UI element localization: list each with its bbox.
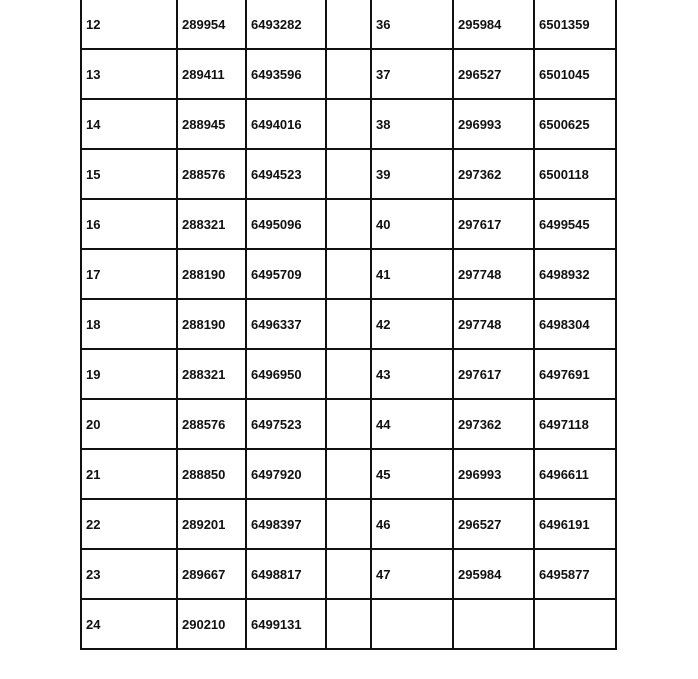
spacer-cell bbox=[326, 0, 371, 49]
table-row bbox=[81, 599, 616, 649]
point-number-cell: 14 bbox=[81, 99, 177, 149]
spacer-cell bbox=[326, 199, 371, 249]
x-coordinate-cell: 288850 bbox=[177, 449, 246, 499]
table-row bbox=[81, 299, 616, 349]
point-number-cell: 44 bbox=[371, 399, 453, 449]
x-coordinate-cell: 295984 bbox=[453, 0, 534, 49]
table-row bbox=[81, 49, 616, 99]
y-coordinate-cell: 6496950 bbox=[246, 349, 326, 399]
y-coordinate-cell: 6497691 bbox=[534, 349, 616, 399]
y-coordinate-cell: 6500625 bbox=[534, 99, 616, 149]
x-coordinate-cell: 289667 bbox=[177, 549, 246, 599]
y-coordinate-cell: 6497920 bbox=[246, 449, 326, 499]
x-coordinate-cell: 290210 bbox=[177, 599, 246, 649]
point-number-cell: 21 bbox=[81, 449, 177, 499]
table-row bbox=[81, 99, 616, 149]
table-row bbox=[81, 249, 616, 299]
table-row bbox=[81, 499, 616, 549]
point-number-cell: 13 bbox=[81, 49, 177, 99]
y-coordinate-cell: 6493282 bbox=[246, 0, 326, 49]
y-coordinate-cell: 6501045 bbox=[534, 49, 616, 99]
y-coordinate-cell bbox=[534, 599, 616, 649]
y-coordinate-cell: 6500118 bbox=[534, 149, 616, 199]
spacer-cell bbox=[326, 49, 371, 99]
y-coordinate-cell: 6498817 bbox=[246, 549, 326, 599]
point-number-cell: 41 bbox=[371, 249, 453, 299]
x-coordinate-cell: 297362 bbox=[453, 149, 534, 199]
spacer-cell bbox=[326, 249, 371, 299]
table-row bbox=[81, 399, 616, 449]
table-row bbox=[81, 449, 616, 499]
point-number-cell: 40 bbox=[371, 199, 453, 249]
x-coordinate-cell: 289201 bbox=[177, 499, 246, 549]
point-number-cell: 38 bbox=[371, 99, 453, 149]
point-number-cell: 24 bbox=[81, 599, 177, 649]
y-coordinate-cell: 6495096 bbox=[246, 199, 326, 249]
y-coordinate-cell: 6499131 bbox=[246, 599, 326, 649]
spacer-cell bbox=[326, 149, 371, 199]
point-number-cell: 12 bbox=[81, 0, 177, 49]
table-row bbox=[81, 199, 616, 249]
point-number-cell bbox=[371, 599, 453, 649]
point-number-cell: 37 bbox=[371, 49, 453, 99]
spacer-cell bbox=[326, 99, 371, 149]
spacer-cell bbox=[326, 549, 371, 599]
point-number-cell: 19 bbox=[81, 349, 177, 399]
x-coordinate-cell: 289411 bbox=[177, 49, 246, 99]
x-coordinate-cell: 288321 bbox=[177, 199, 246, 249]
spacer-cell bbox=[326, 499, 371, 549]
y-coordinate-cell: 6495709 bbox=[246, 249, 326, 299]
x-coordinate-cell: 296527 bbox=[453, 49, 534, 99]
point-number-cell: 39 bbox=[371, 149, 453, 199]
y-coordinate-cell: 6495877 bbox=[534, 549, 616, 599]
x-coordinate-cell: 288190 bbox=[177, 299, 246, 349]
point-number-cell: 36 bbox=[371, 0, 453, 49]
y-coordinate-cell: 6494016 bbox=[246, 99, 326, 149]
y-coordinate-cell: 6498304 bbox=[534, 299, 616, 349]
x-coordinate-cell: 297748 bbox=[453, 249, 534, 299]
coordinates-table bbox=[80, 0, 617, 650]
x-coordinate-cell: 288190 bbox=[177, 249, 246, 299]
x-coordinate-cell: 297617 bbox=[453, 349, 534, 399]
x-coordinate-cell: 288576 bbox=[177, 149, 246, 199]
spacer-cell bbox=[326, 449, 371, 499]
point-number-cell: 43 bbox=[371, 349, 453, 399]
table-row bbox=[81, 149, 616, 199]
point-number-cell: 20 bbox=[81, 399, 177, 449]
y-coordinate-cell: 6496191 bbox=[534, 499, 616, 549]
y-coordinate-cell: 6498932 bbox=[534, 249, 616, 299]
x-coordinate-cell: 297748 bbox=[453, 299, 534, 349]
point-number-cell: 16 bbox=[81, 199, 177, 249]
point-number-cell: 45 bbox=[371, 449, 453, 499]
y-coordinate-cell: 6493596 bbox=[246, 49, 326, 99]
point-number-cell: 22 bbox=[81, 499, 177, 549]
point-number-cell: 46 bbox=[371, 499, 453, 549]
point-number-cell: 17 bbox=[81, 249, 177, 299]
x-coordinate-cell: 295984 bbox=[453, 549, 534, 599]
x-coordinate-cell: 296527 bbox=[453, 499, 534, 549]
y-coordinate-cell: 6501359 bbox=[534, 0, 616, 49]
y-coordinate-cell: 6498397 bbox=[246, 499, 326, 549]
y-coordinate-cell: 6494523 bbox=[246, 149, 326, 199]
spacer-cell bbox=[326, 299, 371, 349]
x-coordinate-cell: 297362 bbox=[453, 399, 534, 449]
x-coordinate-cell: 289954 bbox=[177, 0, 246, 49]
x-coordinate-cell: 296993 bbox=[453, 99, 534, 149]
spacer-cell bbox=[326, 349, 371, 399]
y-coordinate-cell: 6497523 bbox=[246, 399, 326, 449]
point-number-cell: 15 bbox=[81, 149, 177, 199]
x-coordinate-cell: 297617 bbox=[453, 199, 534, 249]
x-coordinate-cell: 288945 bbox=[177, 99, 246, 149]
table-row bbox=[81, 549, 616, 599]
point-number-cell: 42 bbox=[371, 299, 453, 349]
table-row bbox=[81, 349, 616, 399]
point-number-cell: 23 bbox=[81, 549, 177, 599]
spacer-cell bbox=[326, 599, 371, 649]
x-coordinate-cell bbox=[453, 599, 534, 649]
x-coordinate-cell: 288321 bbox=[177, 349, 246, 399]
y-coordinate-cell: 6497118 bbox=[534, 399, 616, 449]
y-coordinate-cell: 6499545 bbox=[534, 199, 616, 249]
x-coordinate-cell: 296993 bbox=[453, 449, 534, 499]
x-coordinate-cell: 288576 bbox=[177, 399, 246, 449]
point-number-cell: 47 bbox=[371, 549, 453, 599]
point-number-cell: 18 bbox=[81, 299, 177, 349]
y-coordinate-cell: 6496337 bbox=[246, 299, 326, 349]
y-coordinate-cell: 6496611 bbox=[534, 449, 616, 499]
table-row bbox=[81, 0, 616, 49]
spacer-cell bbox=[326, 399, 371, 449]
